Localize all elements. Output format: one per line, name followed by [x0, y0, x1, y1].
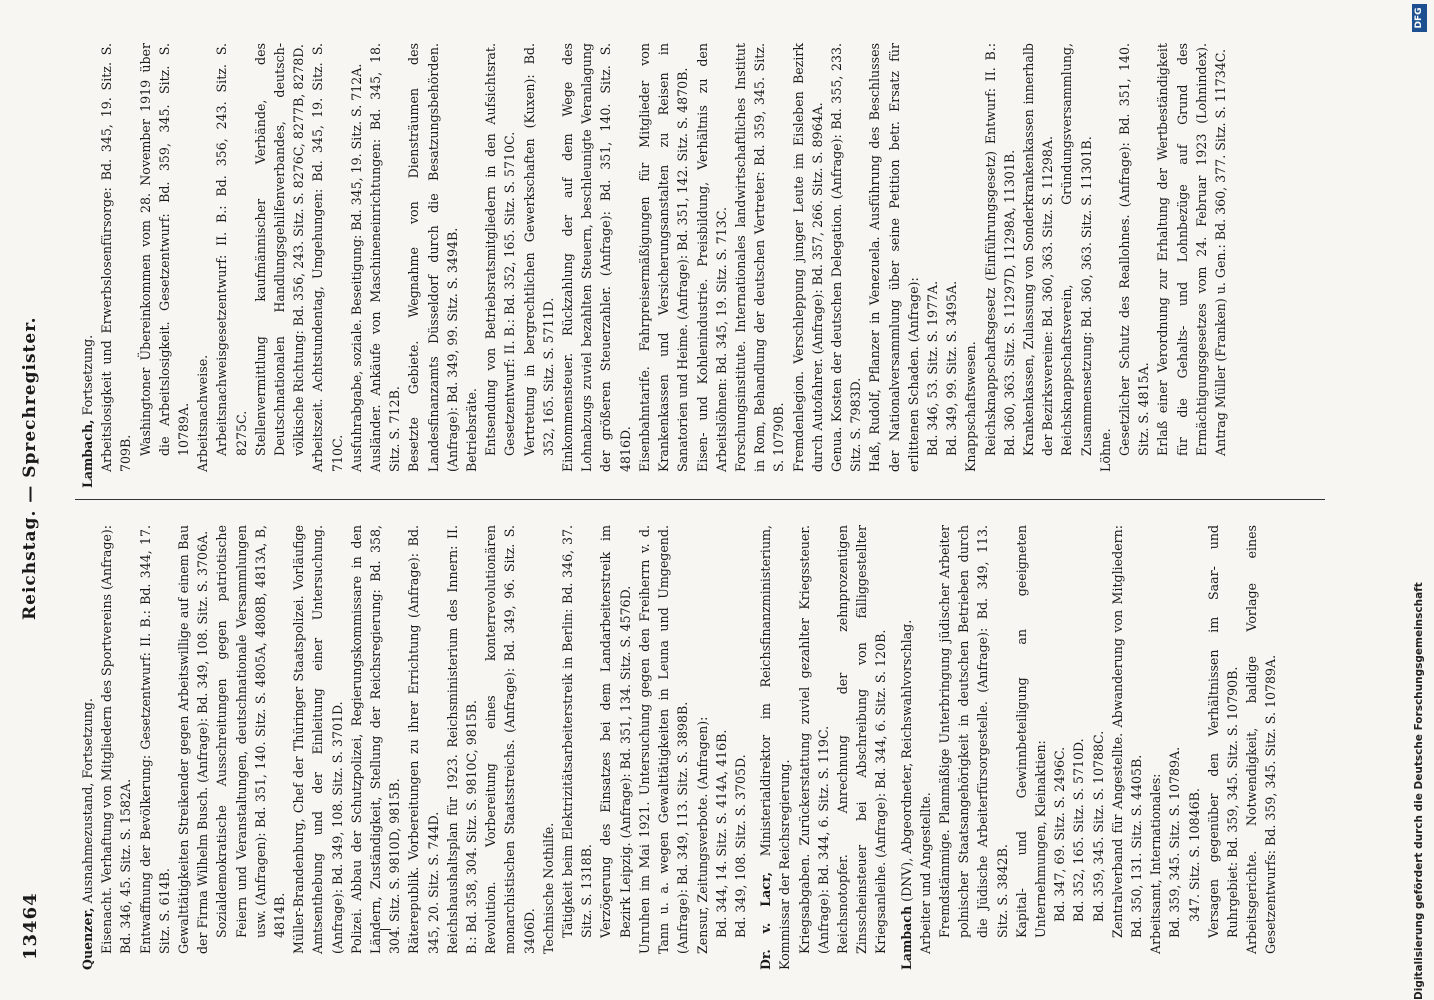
entry-text: Bd. 359, 345. Sitz. S. 10788C. [1090, 730, 1106, 922]
index-entry [693, 43, 731, 488]
entry-text: Ministerialdirektor im Reichsfinanzministerium, Kommissar der Reichsregierung. [758, 525, 793, 970]
entry-text: Entwaffnung der Bevölkerung: Gesetzentwurf: II. B.: Bd. 344, 17. Sitz. S. 614B. [137, 525, 172, 954]
entry-text: Reichsknappschaftsgesetz (Einführungsgesetz) Entwurf: II. B.: Bd. 360, 363. Sitz. S. 11297D, 11298A, 11301B. [982, 43, 1017, 456]
index-entry [212, 43, 250, 488]
entry-text: Reichshaushaltsplan für 1923. Reichsministerium des Innern: II. B.: Bd. 358, 304. Sitz. S. 9810C, 9815B. [444, 525, 480, 954]
entry-text: Stellenvermittlung kaufmännischer Verbände, des Deutschnationalen Handlungsgehilfenverbandes, deutsch-völkische Richtung: Bd. 356, 243. Sitz. S. 8276C, 8277B, 8278D. [252, 43, 307, 456]
speaker-name: Lambach, [80, 419, 95, 488]
entry-text: Reichsnotopfer. Anrechnung der zehnprozentigen Zinsscheinsteuer bei Abschreibung von fälliggestellter Kriegsanleihe. (Anfrage): Bd. 344, 6. Sitz. S. 120B. [834, 525, 889, 954]
index-entry [961, 43, 980, 488]
entry-text: Müller-Brandenburg, Chef der Thüringer Staatspolizei. Vorläufige Amtsenthebung und der Einleitung einer Untersuchung. (Anfrage): Bd. 349, 108. Sitz. S. 3701D. [291, 525, 345, 954]
entry-text: Erlaß einer Verordnung zur Erhaltung der Wertbeständigkeit für die Gehalts- und Lohnbezüge auf Grund des Ermächtigungsgesetzes vom 24. Februar 1923 (Lohnindex). Antrag Müller (Franken) u. Gen.: Bd. 360, 377. Sitz. S. 11734C. [1155, 43, 1228, 456]
index-entry [1165, 525, 1184, 970]
index-entry [174, 525, 212, 970]
entry-text: Bd. 359, 345. Sitz. S. 10789A. [1167, 746, 1183, 938]
page-header [0, 0, 70, 1000]
index-entry [136, 525, 174, 970]
index-heading [897, 525, 916, 970]
entry-text: Reichsknappschaftsverein, Gründungsversammlung, Zusammensetzung: Bd. 360, 363. Sitz. S. 11301B. [1059, 43, 1094, 456]
entry-text: Gewalttätigkeiten Streikender gegen Arbeitswillige auf einem Bau der Firma Wilhelm Busch. (Anfrage): Bd. 349, 108. Sitz. S. 3706A. [176, 525, 211, 954]
entry-text: Bd. 349, 108. Sitz. S. 3705D. [732, 754, 748, 938]
index-entry [1108, 525, 1146, 970]
index-entry [1185, 525, 1204, 970]
entry-text: Besetzte Gebiete. Wegnahme von Diensträumen des Landesfinanzamts Düsseldorf durch die Besatzungsbehörden. (Anfrage): Bd. 349, 99. Sitz. S. 3494B. [406, 43, 460, 472]
entry-text: (DNV), Abgeordneter, Reichswahlvorschlag. [898, 619, 914, 902]
index-entry [1012, 525, 1050, 970]
index-entry [347, 43, 366, 488]
index-entry [251, 43, 309, 488]
index-entry [1057, 43, 1095, 488]
index-entry [1050, 525, 1069, 970]
index-entry [520, 43, 558, 488]
entry-text: Arbeitsnachweisgesetzentwurf: II. B.: Bd. 356, 243. Sitz. S. 8275C. [214, 43, 249, 456]
right-column [78, 43, 1230, 488]
index-entry [731, 43, 789, 488]
entry-text: Zensur, Zeitungsverbote. (Anfragen): [694, 716, 710, 954]
index-entry [1115, 43, 1153, 488]
entry-text: Entsendung von Betriebsratsmitgliedern in den Aufsichtsrat. Gesetzentwurf: II. B.: Bd. 352, 165. Sitz. S. 5710C. [483, 43, 518, 456]
index-entry [97, 525, 135, 970]
index-entry [1153, 43, 1230, 488]
index-heading [78, 43, 97, 488]
entry-text: Polizei. Abbau der Schutzpolizei, Regierungskommissare in den Ländern, Zuständigkeit, Stellung der Reichsregierung: Bd. 358, 304. Sitz. S. 9810D, 9815B. [348, 525, 403, 954]
entry-text: Krankenkassen, Zulassung von Sonderkrankenkassen innerhalb der Bezirksvereine: Bd. 360, 363. Sitz. S. 11298A. [1020, 43, 1056, 456]
entry-text: Haß, Rudolf, Pflanzer in Venezuela. Ausführung des Beschlusses der Nationalversammlung über seine Petition betr. Ersatz für erlittenen Schaden. (Anfrage): [867, 43, 921, 472]
entry-text: Arbeitszeit. Achtstundentag, Umgehungen: Bd. 345, 19. Sitz. S. 710C. [310, 43, 345, 472]
index-entry [712, 525, 731, 970]
entry-text: Bd. 347, 69. Sitz. S. 2496C. [1052, 746, 1068, 922]
entry-text: Verzögerung des Einsatzes bei dem Landarbeiterstreik im Bezirk Leipzig. (Anfrage): Bd. 351, 134. Sitz. S. 4576D. [598, 525, 633, 938]
entry-text: Räterepublik. Vorbereitungen zu ihrer Errichtung (Anfrage): Bd. 345, 20. Sitz. S. 744D. [406, 525, 441, 954]
entry-text: Technische Nothilfe. [540, 822, 556, 954]
index-entry [942, 43, 961, 488]
entry-text: Unruhen im Mai 1921. Untersuchung gegen den Freiherrn v. d. Tann u. a. wegen Gewalttätigkeiten in Leuna und Umgegend. (Anfrage): Bd. 349, 113. Sitz. S. 3898B. [636, 525, 691, 954]
index-entry [1204, 525, 1242, 970]
index-entry [1069, 525, 1088, 970]
index-entry [795, 525, 833, 970]
index-entry [404, 525, 442, 970]
page-number: 13464 [20, 892, 41, 960]
entry-text: Ausfuhrabgabe, soziale. Beseitigung: Bd. 345, 19. Sitz. S. 712A. [348, 63, 364, 472]
entry-text: 347. Sitz. S. 10846B. [1186, 788, 1202, 922]
index-entry [97, 43, 135, 488]
index-heading [78, 525, 97, 970]
dfg-logo: DFG [1412, 4, 1427, 32]
index-entry [193, 43, 212, 488]
index-entry [481, 525, 539, 970]
index-entry [923, 43, 942, 488]
index-entry [731, 525, 750, 970]
entry-text: Kapital- und Gewinnbeteiligung an geeigneten Unternehmungen, Kleinaktien: [1013, 525, 1048, 938]
entry-text: Arbeitsgerichte. Notwendigkeit, baldige Vorlage eines Gesetzentwurfs: Bd. 359, 345. Sitz. S. 10789A. [1244, 525, 1279, 954]
entry-text: Eisenbahntarife. Fahrpreisermäßigungen für Mitglieder von Krankenkassen und Versicherungsanstalten zu Reisen in Sanatorien und Heime. (Anfrage): Bd. 351, 142. Sitz. S. 4870B. [636, 43, 691, 472]
entry-text: Vertretung in bergrechtlichen Gewerkschaften (Kuxen): Bd. 352, 165. Sitz. S. 5711D. [521, 43, 556, 456]
entry-text: Versagen gegenüber den Verhältnissen im Saar- und Ruhrgebiet: Bd. 359, 345. Sitz. S. 10790B. [1205, 525, 1240, 938]
digitization-credit: Digitalisierung gefördert durch die Deutsche Forschungsgemeinschaft [1413, 582, 1425, 1000]
entry-text: Bd. 349, 99. Sitz. S. 3495A. [944, 280, 960, 456]
index-entry [596, 525, 634, 970]
entry-text: Arbeiter und Angestellte. [917, 792, 933, 954]
index-entry [308, 43, 346, 488]
index-entry [935, 525, 1012, 970]
entry-text: Fremdstämmige. Planmäßige Unterbringung jüdischer Arbeiter polnischer Staatsangehörigkeit in deutschen Betrieben durch die Jüdische Arbeiterfürsorgestelle. (Anfrage): Bd. 349, 113. Sitz. S. 3842B. [936, 525, 1010, 938]
entry-text: Löhne. [1097, 428, 1113, 472]
index-entry [635, 43, 693, 488]
entry-text: Betriebsräte. [464, 388, 480, 472]
entry-text: Zentralverband für Angestellte. Abwanderung von Mitgliedern: Bd. 350, 131. Sitz. S. 4405B. [1109, 525, 1144, 938]
entry-text: Bd. 352, 165. Sitz. S. 5710D. [1071, 738, 1087, 922]
index-entry [1019, 43, 1057, 488]
index-entry [366, 43, 404, 488]
speaker-name: Quenzer, [80, 907, 95, 970]
index-heading [756, 525, 794, 970]
index-entry [1146, 525, 1165, 970]
entry-text: Fortsetzung. [80, 334, 95, 416]
index-entry [212, 525, 289, 970]
index-entry [558, 525, 596, 970]
footer [1410, 0, 1432, 1000]
column-divider [75, 499, 1325, 500]
entry-text: Arbeitsamt, Internationales: [1148, 773, 1164, 954]
index-entry [289, 525, 347, 970]
index-entry [1242, 525, 1280, 970]
index-entry [443, 525, 481, 970]
left-column [78, 525, 1281, 970]
index-entry [1096, 43, 1115, 488]
entry-text: Tätigkeit beim Elektrizitätsarbeiterstreik in Berlin: Bd. 346, 37. Sitz. S. 1318B. [560, 525, 595, 938]
index-entry [827, 43, 865, 488]
entry-text: Bd. 346, 53. Sitz. S. 1977A. [924, 280, 940, 456]
index-entry [347, 525, 405, 970]
entry-text: Arbeitsnachweise. [195, 354, 211, 472]
entry-text: Ausnahmezustand, Fortsetzung. [80, 698, 95, 904]
entry-text: Revolution. Vorbereitung eines konterrevolutionären monarchistischen Staatsstreichs. (Anfrage): Bd. 349, 96. Sitz. S. 3406D. [483, 525, 537, 954]
index-entry [404, 43, 462, 488]
entry-text: Einkommensteuer. Rückzahlung der auf dem Wege des Lohnabzugs zuviel bezahlten Steuern, beschleunigte Veranlagung der größeren Steuerzahler. (Anfrage): Bd. 351, 140. Sitz. S. 4816D. [560, 43, 633, 472]
index-entry [693, 525, 712, 970]
index-entry [981, 43, 1019, 488]
entry-text: Gesetzlicher Schutz des Reallohnes. (Anfrage): Bd. 351, 140. Sitz. S. 4815A. [1116, 43, 1152, 456]
index-entry [136, 43, 194, 488]
entry-text: Eisenacht. Verhaftung von Mitgliedern des Sportvereins (Anfrage): Bd. 346, 45. Sitz. S. 1582A. [99, 525, 134, 954]
entry-text: Arbeitslosigkeit und Erwerbslosenfürsorge: Bd. 345, 19. Sitz. S. 709B. [99, 43, 134, 472]
index-entry [916, 525, 935, 970]
entry-text: Sozialdemokratische Ausschreitungen gegen patriotische Feiern und Veranstaltungen, deutschnationale Versammlungen usw. (Anfragen): Bd. 351, 140. Sitz. S. 4805A, 4808B, 4813A, B, 4814B. [214, 525, 288, 938]
entry-text: Knappschaftswesen. [963, 341, 979, 472]
speaker-name: Dr. v. Lacr, [758, 871, 774, 970]
entry-text: Washingtoner Übereinkommen vom 28. November 1919 über die Arbeitslosigkeit. Gesetzentwurf: Bd. 359, 345. Sitz. S. 10789A. [137, 43, 192, 456]
speaker-name: Lambach [898, 905, 914, 970]
index-entry [1089, 525, 1108, 970]
index-entry [539, 525, 558, 970]
entry-text: Forschungsinstitute. Internationales landwirtschaftliches Institut in Rom, Behandlung der deutschen Vertreter: Bd. 359, 345. Sitz. S. 10790B. [732, 43, 787, 472]
index-entry [865, 43, 923, 488]
entry-text: Genua. Kosten der deutschen Delegation. (Anfrage): Bd. 355, 233. Sitz. S. 7983D. [828, 43, 864, 472]
entry-text: Ausländer. Ankäufe von Maschineneinrichtungen: Bd. 345, 18. Sitz. S. 712B. [368, 43, 403, 472]
entry-text: Fremdenlegion. Verschleppung junger Leute im Eisleben Bezirk durch Autofahrer. (Anfrage): Bd. 357, 266. Sitz. S. 8964A. [790, 43, 825, 472]
entry-text: Eisen- und Kohlenindustrie. Preisbildung, Verhältnis zu den Arbeitslöhnen: Bd. 345, 19. Sitz. S. 713C. [694, 43, 729, 472]
entry-text: Kriegsabgaben. Zurückerstattung zuviel gezahlter Kriegssteuer. (Anfrage): Bd. 344, 6. Sitz. S. 119C. [796, 525, 831, 954]
index-entry [789, 43, 827, 488]
index-entry [635, 525, 693, 970]
index-entry [462, 43, 481, 488]
running-head: Reichstag. — Sprechregister. [20, 316, 40, 620]
index-entry [558, 43, 635, 488]
entry-text: Bd. 344, 14. Sitz. S. 414A, 416B. [713, 729, 729, 938]
index-entry [481, 43, 519, 488]
index-entry [833, 525, 891, 970]
